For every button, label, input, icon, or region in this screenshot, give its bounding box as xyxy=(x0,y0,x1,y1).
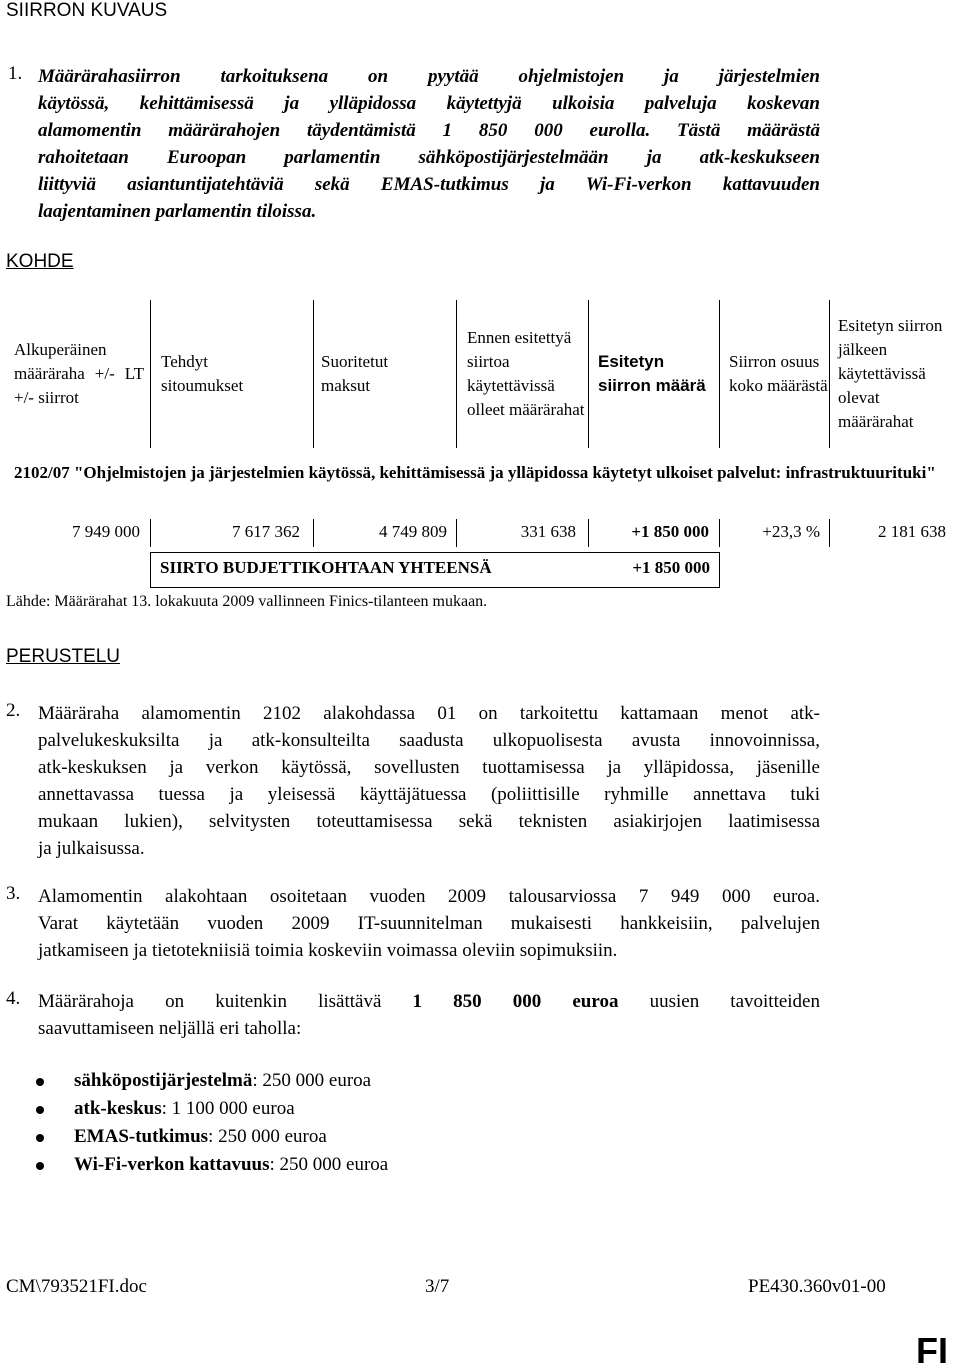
footer-pe-ref: PE430.360v01-00 xyxy=(748,1276,886,1297)
table-header-original-appropriation: Alkuperäinen määräraha +/- LT +/- siirrot xyxy=(14,340,144,407)
table-divider xyxy=(829,300,830,448)
table-value-commitments: 7 617 362 xyxy=(232,522,300,541)
language-code: FI xyxy=(916,1330,948,1371)
total-label: SIIRTO BUDJETTIKOHTAAN YHTEENSÄ xyxy=(160,558,492,577)
table-divider xyxy=(588,300,589,448)
item-3-line: Varat käytetään vuoden 2009 IT-suunnitelman mukaisesti hankkeisiin, palvelujen xyxy=(38,913,820,934)
table-header-payments: Suoritetut maksut xyxy=(321,352,389,395)
table-divider xyxy=(313,300,314,448)
item-number-1: 1. xyxy=(8,63,23,84)
bullet-icon xyxy=(36,1106,44,1114)
total-value: +1 850 000 xyxy=(632,558,710,577)
item-1-line: liittyviä asiantuntijatehtäviä sekä EMAS-tutkimus ja Wi-Fi-verkon kattavuuden xyxy=(38,174,820,195)
item-2-line: mukaan lukien), selvitysten toteuttamisessa sekä teknisten asiakirjojen laatimisessa xyxy=(38,811,820,832)
item-3-line: jatkamiseen ja tietotekniisiä toimia koskeviin voimassa oleviin sopimuksiin. xyxy=(38,940,618,961)
item-1-line: Määrärahasiirron tarkoituksena on pyytää ohjelmistojen ja järjestelmien xyxy=(38,66,820,87)
budget-line-title: 2102/07 "Ohjelmistojen ja järjestelmien käytössä, kehittämisessä ja ylläpidossa käytetyt ulkoiset palvelut: infrastruktuurituki" xyxy=(14,463,936,482)
table-value-transfer-amount: +1 850 000 xyxy=(631,522,709,541)
item-3-paragraph xyxy=(38,883,820,964)
item-number-3: 3. xyxy=(6,883,21,904)
item-4-amount: 1 850 000 euroa xyxy=(412,991,619,1012)
bullet-icon xyxy=(36,1134,44,1142)
table-divider xyxy=(150,519,151,547)
item-2-paragraph xyxy=(38,700,820,862)
table-value-payments: 4 749 809 xyxy=(379,522,447,541)
table-divider xyxy=(150,300,151,448)
table-header-available-after: Esitetyn siirron jälkeen käytettävissä olevat määrärahat xyxy=(838,316,943,431)
table-value-original: 7 949 000 xyxy=(72,522,140,541)
item-1-line: käytössä, kehittämisessä ja ylläpidossa käytettyjä ulkoisia palveluja koskevan xyxy=(38,93,820,114)
item-2-line: atk-keskuksen ja verkon käytössä, sovellusten tuottamisessa ja ylläpidossa, jäsenille xyxy=(38,757,820,778)
section-title: SIIRRON KUVAUS xyxy=(6,0,168,21)
item-2-line: Määräraha alamomentin 2102 alakohdassa 01 on tarkoitettu kattamaan menot atk- xyxy=(38,703,820,724)
bullet-icon xyxy=(36,1162,44,1170)
table-header-transfer-share: Siirron osuus koko määrästä xyxy=(729,352,828,395)
item-2-line: ja julkaisussa. xyxy=(38,838,145,859)
item-4-line: Määrärahoja on kuitenkin lisättävä 1 850 000 euroa uusien tavoitteiden xyxy=(38,991,820,1012)
table-value-available-after: 2 181 638 xyxy=(878,522,946,541)
item-number-2: 2. xyxy=(6,700,21,721)
bullet-icon xyxy=(36,1078,44,1086)
table-header-commitments: Tehdyt sitoumukset xyxy=(161,352,244,395)
table-divider xyxy=(456,300,457,448)
footer-document-ref: CM\793521FI.doc xyxy=(6,1276,147,1297)
perustelu-heading: PERUSTELU xyxy=(6,646,121,667)
item-2-line: annettavassa tuessa ja yleisessä käyttäjätuessa (poliittisille ryhmille annettava tuki xyxy=(38,784,820,805)
table-value-available-before: 331 638 xyxy=(520,522,576,541)
table-header-transfer-amount: Esitetyn siirron määrä xyxy=(598,352,706,395)
item-4-line: saavuttamiseen neljällä eri taholla: xyxy=(38,1018,302,1039)
item-3-line: Alamomentin alakohtaan osoitetaan vuoden 2009 talousarviossa 7 949 000 euroa. xyxy=(38,886,820,907)
item-1-line: laajentaminen parlamentin tiloissa. xyxy=(38,201,317,222)
item-1-line: alamomentin määrärahojen täydentämistä 1 850 000 eurolla. Tästä määrästä xyxy=(38,120,820,141)
source-note: Lähde: Määrärahat 13. lokakuuta 2009 vallinneen Finics-tilanteen mukaan. xyxy=(6,593,488,610)
table-divider xyxy=(719,300,720,448)
item-1-paragraph xyxy=(38,63,820,225)
table-header-available-before: Ennen esitettyä siirtoa käytettävissä olleet määrärahat xyxy=(467,328,585,419)
item-4-paragraph xyxy=(38,988,820,1042)
item-2-line: palvelukeskuksilta ja atk-konsulteilta saadusta ulkopuolisesta avusta innovoinnissa, xyxy=(38,730,820,751)
item-number-4: 4. xyxy=(6,988,21,1009)
kohde-heading: KOHDE xyxy=(6,251,74,272)
item-1-line: rahoitetaan Euroopan parlamentin sähköpostijärjestelmään ja atk-keskukseen xyxy=(38,147,820,168)
footer-page-number: 3/7 xyxy=(425,1276,450,1297)
table-value-transfer-share: +23,3 % xyxy=(762,522,820,541)
